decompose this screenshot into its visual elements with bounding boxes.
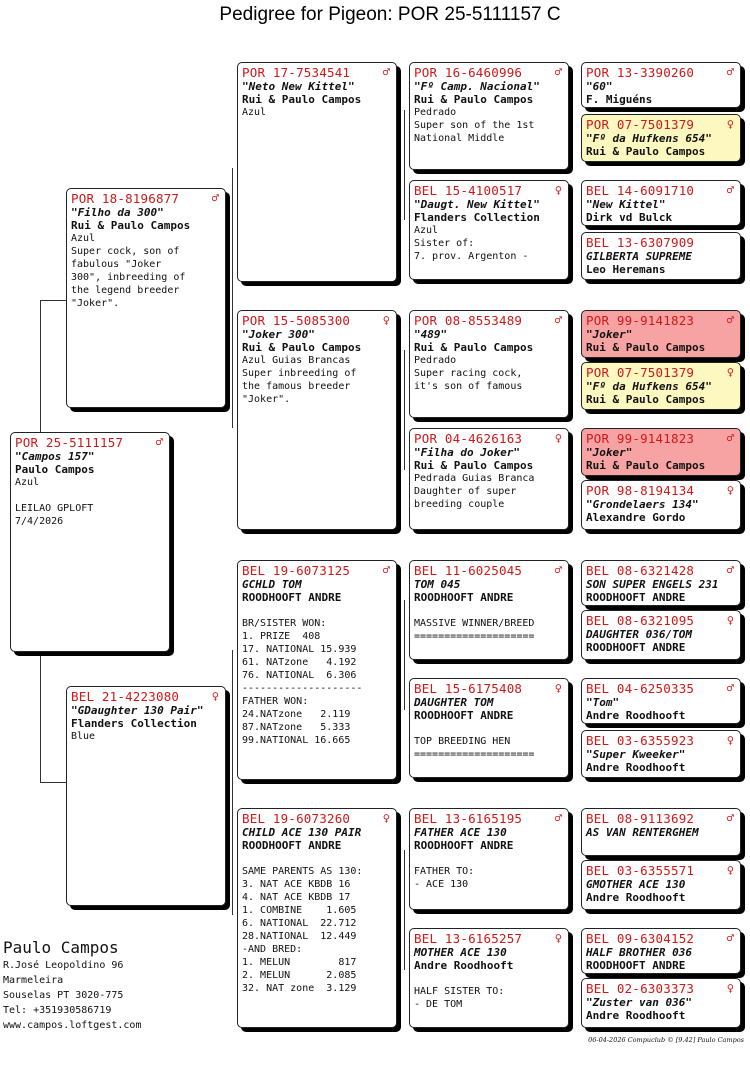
owner-name: Flanders Collection xyxy=(71,717,197,730)
owner-name: Rui & Paulo Campos xyxy=(586,459,706,472)
pigeon-card-gen4[interactable] xyxy=(581,860,741,910)
sex-symbol: ♂ xyxy=(726,313,734,327)
owner-name: Andre Roodhooft xyxy=(586,1009,686,1022)
ring-number: POR 99-9141823 xyxy=(586,313,695,328)
pigeon-name: GMOTHER ACE 130 xyxy=(586,878,686,891)
owner-name: Alexandre Gordo xyxy=(586,511,686,524)
pigeon-card-gen4[interactable] xyxy=(581,310,741,358)
pigeon-card-gen4[interactable] xyxy=(581,428,741,476)
pigeon-card-gen4[interactable] xyxy=(581,560,741,606)
pigeon-color: Azul xyxy=(242,107,267,118)
owner-name: Rui & Paulo Campos xyxy=(414,93,534,106)
ring-number: POR 25-5111157 xyxy=(15,435,124,450)
connector-line xyxy=(404,350,405,470)
pigeon-name: DAUGHTER 036/TOM xyxy=(586,628,692,641)
pigeon-name: "Joker 300" xyxy=(242,328,315,341)
breeder-address-line: R.José Leopoldino 96 xyxy=(3,960,124,971)
pigeon-color: Pedrada Guias Branca xyxy=(414,473,535,484)
pigeon-notes: HALF SISTER TO: - DE TOM xyxy=(414,986,505,1010)
pigeon-name: "Daugt. New Kittel" xyxy=(414,198,540,211)
owner-name: Rui & Paulo Campos xyxy=(586,393,706,406)
owner-name: ROODHOOFT ANDRE xyxy=(242,839,342,852)
sex-symbol: ♀ xyxy=(382,313,390,327)
ring-number: BEL 08-6321428 xyxy=(586,563,695,578)
owner-name: Andre Roodhooft xyxy=(586,891,686,904)
connector-line xyxy=(40,782,66,783)
connector-line xyxy=(232,168,233,428)
sex-symbol: ♀ xyxy=(726,117,734,131)
ring-number: BEL 03-6355923 xyxy=(586,733,695,748)
pigeon-name: "Campos 157" xyxy=(15,450,95,463)
owner-name: Rui & Paulo Campos xyxy=(242,93,362,106)
pigeon-name: AS VAN RENTERGHEM xyxy=(586,826,699,839)
ring-number: BEL 14-6091710 xyxy=(586,183,695,198)
owner-name: ROODHOOFT ANDRE xyxy=(586,959,686,972)
page-title: Pedigree for Pigeon: POR 25-5111157 C xyxy=(219,4,561,25)
ring-number: POR 07-7501379 xyxy=(586,365,695,380)
owner-name: Andre Roodhooft xyxy=(586,761,686,774)
pigeon-card-gen4[interactable] xyxy=(581,928,741,974)
sex-symbol: ♂ xyxy=(726,681,734,695)
owner-name: ROODHOOFT ANDRE xyxy=(586,591,686,604)
owner-name: Rui & Paulo Campos xyxy=(586,341,706,354)
pigeon-notes: TOP BREEDING HEN ==================== xyxy=(414,736,535,760)
ring-number: BEL 13-6165195 xyxy=(414,811,523,826)
connector-line xyxy=(40,652,41,782)
ring-number: POR 04-4626163 xyxy=(414,431,523,446)
pigeon-notes: SAME PARENTS AS 130: 3. NAT ACE KBDB 16 4. NAT ACE KBDB 17 1. COMBINE 1.605 6. NATIONAL 22.712 28.NATIONAL 12.449 -AND BRED: 1. MELUN 817 2. MELUN 2.085 32. NAT zone 3.129 xyxy=(242,866,363,994)
breeder-phone: Tel: +351930586719 xyxy=(3,1005,112,1016)
sex-symbol: ♂ xyxy=(554,563,562,577)
owner-name: ROODHOOFT ANDRE xyxy=(586,641,686,654)
pigeon-card-gen4[interactable] xyxy=(581,180,741,226)
pigeon-notes: FATHER TO: - ACE 130 xyxy=(414,866,475,890)
pigeon-name: FATHER ACE 130 xyxy=(414,826,507,839)
pigeon-name: "GDaughter 130 Pair" xyxy=(71,704,204,717)
pigeon-card-dam-dam[interactable] xyxy=(237,808,397,1028)
ring-number: POR 15-5085300 xyxy=(242,313,351,328)
pigeon-name: "Fº da Hufkens 654" xyxy=(586,132,712,145)
owner-name: ROODHOOFT ANDRE xyxy=(414,839,514,852)
sex-symbol: ♂ xyxy=(554,65,562,79)
sex-symbol: ♂ xyxy=(554,313,562,327)
owner-name: Rui & Paulo Campos xyxy=(71,219,191,232)
pigeon-card-sire[interactable] xyxy=(66,188,226,408)
pigeon-notes: Super son of the 1st National Middle xyxy=(414,120,535,144)
pigeon-color: Pedrado xyxy=(414,107,457,118)
breeder-info xyxy=(3,938,141,1033)
pigeon-name: CHILD ACE 130 PAIR xyxy=(242,826,362,839)
connector-line xyxy=(404,600,405,710)
pigeon-color: Azul xyxy=(15,477,40,488)
ring-number: BEL 08-6321095 xyxy=(586,613,695,628)
pigeon-card-gen4[interactable] xyxy=(581,62,741,108)
pigeon-name: "Filho da 300" xyxy=(71,206,164,219)
pigeon-name: "489" xyxy=(414,328,448,341)
sex-symbol: ♂ xyxy=(554,811,562,825)
sex-symbol: ♀ xyxy=(554,931,562,945)
ring-number: POR 18-8196877 xyxy=(71,191,180,206)
sex-symbol: ♀ xyxy=(211,689,219,703)
pigeon-card-gen4[interactable] xyxy=(581,978,741,1028)
ring-number: POR 07-7501379 xyxy=(586,117,695,132)
owner-name: Flanders Collection xyxy=(414,211,540,224)
owner-name: Rui & Paulo Campos xyxy=(414,459,534,472)
ring-number: BEL 21-4223080 xyxy=(71,689,180,704)
sex-symbol: ♂ xyxy=(155,435,163,449)
pigeon-card-subject[interactable] xyxy=(10,432,170,652)
pigeon-name: TOM 045 xyxy=(414,578,461,591)
sex-symbol: ♀ xyxy=(382,811,390,825)
sex-symbol: ♀ xyxy=(726,483,734,497)
pigeon-notes: MASSIVE WINNER/BREED ==================== xyxy=(414,618,535,642)
pigeon-card-gen4[interactable] xyxy=(581,730,741,778)
pigeon-color: Azul xyxy=(414,225,439,236)
ring-number: POR 13-3390260 xyxy=(586,65,695,80)
owner-name: Rui & Paulo Campos xyxy=(586,145,706,158)
pigeon-color: Blue xyxy=(71,731,96,742)
pigeon-name: SON SUPER ENGELS 231 xyxy=(586,578,719,591)
sex-symbol: ♂ xyxy=(211,191,219,205)
pigeon-color: Azul xyxy=(71,233,96,244)
pigeon-name: "Fº Camp. Nacional" xyxy=(414,80,540,93)
sex-symbol: ♂ xyxy=(726,183,734,197)
owner-name: ROODHOOFT ANDRE xyxy=(242,591,342,604)
pigeon-card-sdd[interactable] xyxy=(409,428,569,530)
ring-number: BEL 11-6025045 xyxy=(414,563,523,578)
sex-symbol: ♂ xyxy=(726,431,734,445)
owner-name: Andre Roodhooft xyxy=(414,959,514,972)
sex-symbol: ♀ xyxy=(726,365,734,379)
owner-name: ROODHOOFT ANDRE xyxy=(414,709,514,722)
sex-symbol: ♀ xyxy=(554,431,562,445)
pigeon-name: "Grondelaers 134" xyxy=(586,498,699,511)
ring-number: BEL 13-6307909 xyxy=(586,235,695,250)
ring-number: BEL 04-6250335 xyxy=(586,681,695,696)
pigeon-card-sss[interactable] xyxy=(409,62,569,170)
sex-symbol: ♀ xyxy=(726,613,734,627)
ring-number: BEL 13-6165257 xyxy=(414,931,523,946)
sex-symbol: ♀ xyxy=(726,863,734,877)
owner-name: Paulo Campos xyxy=(15,463,95,476)
pigeon-color: Azul Guias Brancas xyxy=(242,355,351,366)
pigeon-name: "Super Kweeker" xyxy=(586,748,686,761)
pigeon-name: "Fº da Hufkens 654" xyxy=(586,380,712,393)
ring-number: POR 17-7534541 xyxy=(242,65,351,80)
ring-number: BEL 09-6304152 xyxy=(586,931,695,946)
pigeon-card-dds[interactable] xyxy=(409,808,569,910)
pigeon-name: "Tom" xyxy=(586,696,620,709)
connector-line xyxy=(40,300,41,432)
ring-number: BEL 08-9113692 xyxy=(586,811,695,826)
owner-name: Rui & Paulo Campos xyxy=(414,341,534,354)
ring-number: POR 98-8194134 xyxy=(586,483,695,498)
sex-symbol: ♀ xyxy=(726,981,734,995)
pigeon-name: DAUGHTER TOM xyxy=(414,696,494,709)
pigeon-name: "60" xyxy=(586,80,613,93)
ring-number: BEL 19-6073260 xyxy=(242,811,351,826)
connector-line xyxy=(40,300,66,301)
pigeon-card-gen4[interactable] xyxy=(581,232,741,280)
sex-symbol: ♂ xyxy=(726,563,734,577)
ring-number: POR 16-6460996 xyxy=(414,65,523,80)
footer-credits: 06-04-2026 Compuclub © [9.42] Paulo Campos xyxy=(588,1036,744,1044)
pigeon-card-gen4[interactable] xyxy=(581,610,741,660)
pigeon-name: "New Kittel" xyxy=(586,198,666,211)
pigeon-card-gen4[interactable] xyxy=(581,362,741,410)
breeder-address-line: Souselas PT 3020-775 xyxy=(3,990,124,1001)
owner-name: Leo Heremans xyxy=(586,263,666,276)
owner-name: F. Miguéns xyxy=(586,93,653,106)
sex-symbol: ♀ xyxy=(726,733,734,747)
pigeon-notes: Daughter of super breeding couple xyxy=(414,486,517,510)
sex-symbol: ♂ xyxy=(726,811,734,825)
pigeon-name: "Filha do Joker" xyxy=(414,446,520,459)
pigeon-name: "Neto New Kittel" xyxy=(242,80,355,93)
ring-number: BEL 15-4100517 xyxy=(414,183,523,198)
pigeon-card-sds[interactable] xyxy=(409,310,569,418)
pigeon-notes: Super inbreeding of the famous breeder "Joker". xyxy=(242,368,357,405)
pigeon-card-sire-dam[interactable] xyxy=(237,310,397,530)
connector-line xyxy=(232,650,233,915)
pigeon-name: GILBERTA SUPREME xyxy=(586,250,692,263)
pigeon-card-ssd[interactable] xyxy=(409,180,569,280)
connector-line xyxy=(404,850,405,970)
breeder-address-line: Marmeleira xyxy=(3,975,64,986)
pigeon-card-gen4[interactable] xyxy=(581,114,741,162)
connector-line xyxy=(404,110,405,220)
breeder-website[interactable]: www.campos.loftgest.com xyxy=(3,1020,142,1031)
pigeon-notes: LEILAO GPLOFT 7/4/2026 xyxy=(15,503,94,527)
pigeon-name: GCHLD TOM xyxy=(242,578,302,591)
ring-number: BEL 02-6303373 xyxy=(586,981,695,996)
pigeon-name: "Joker" xyxy=(586,328,633,341)
owner-name: ROODHOOFT ANDRE xyxy=(414,591,514,604)
sex-symbol: ♀ xyxy=(554,183,562,197)
sex-symbol: ♂ xyxy=(726,931,734,945)
pigeon-notes: Sister of: 7. prov. Argenton - xyxy=(414,238,529,262)
pigeon-card-dsd[interactable] xyxy=(409,678,569,778)
ring-number: BEL 19-6073125 xyxy=(242,563,351,578)
owner-name: Andre Roodhooft xyxy=(586,709,686,722)
pigeon-notes: BR/SISTER WON: 1. PRIZE 408 17. NATIONAL 15.939 61. NATzone 4.192 76. NATIONAL 6.306 -------------------- FATHER WON: 24.NATzone 2.119 87.NATzone 5.333 99.NATIONAL 16.665 xyxy=(242,618,363,746)
pigeon-card-gen4[interactable] xyxy=(581,678,741,724)
pigeon-card-gen4[interactable] xyxy=(581,480,741,530)
pigeon-card-sire-sire[interactable] xyxy=(237,62,397,282)
pigeon-notes: Super cock, son of fabulous "Joker 300", inbreeding of the legend breeder "Joker". xyxy=(71,246,186,309)
pigeon-card-dam-sire[interactable] xyxy=(237,560,397,780)
breeder-name: Paulo Campos xyxy=(3,938,119,957)
pigeon-name: "Joker" xyxy=(586,446,633,459)
pigeon-card-dss[interactable] xyxy=(409,560,569,660)
sex-symbol: ♂ xyxy=(382,563,390,577)
sex-symbol: ♀ xyxy=(554,681,562,695)
sex-symbol: ♂ xyxy=(382,65,390,79)
ring-number: POR 99-9141823 xyxy=(586,431,695,446)
pigeon-card-ddd[interactable] xyxy=(409,928,569,1028)
pigeon-name: "Zuster van 036" xyxy=(586,996,692,1009)
ring-number: BEL 15-6175408 xyxy=(414,681,523,696)
ring-number: POR 08-8553489 xyxy=(414,313,523,328)
sex-symbol: ♂ xyxy=(726,65,734,79)
pigeon-name: MOTHER ACE 130 xyxy=(414,946,507,959)
owner-name: Rui & Paulo Campos xyxy=(242,341,362,354)
ring-number: BEL 03-6355571 xyxy=(586,863,695,878)
pigeon-name: HALF BROTHER 036 xyxy=(586,946,692,959)
pigeon-notes: Super racing cock, it's son of famous xyxy=(414,368,523,392)
owner-name: Dirk vd Bulck xyxy=(586,211,673,224)
pigeon-card-dam[interactable] xyxy=(66,686,226,906)
pigeon-card-gen4[interactable] xyxy=(581,808,741,856)
pigeon-color: Pedrado xyxy=(414,355,457,366)
